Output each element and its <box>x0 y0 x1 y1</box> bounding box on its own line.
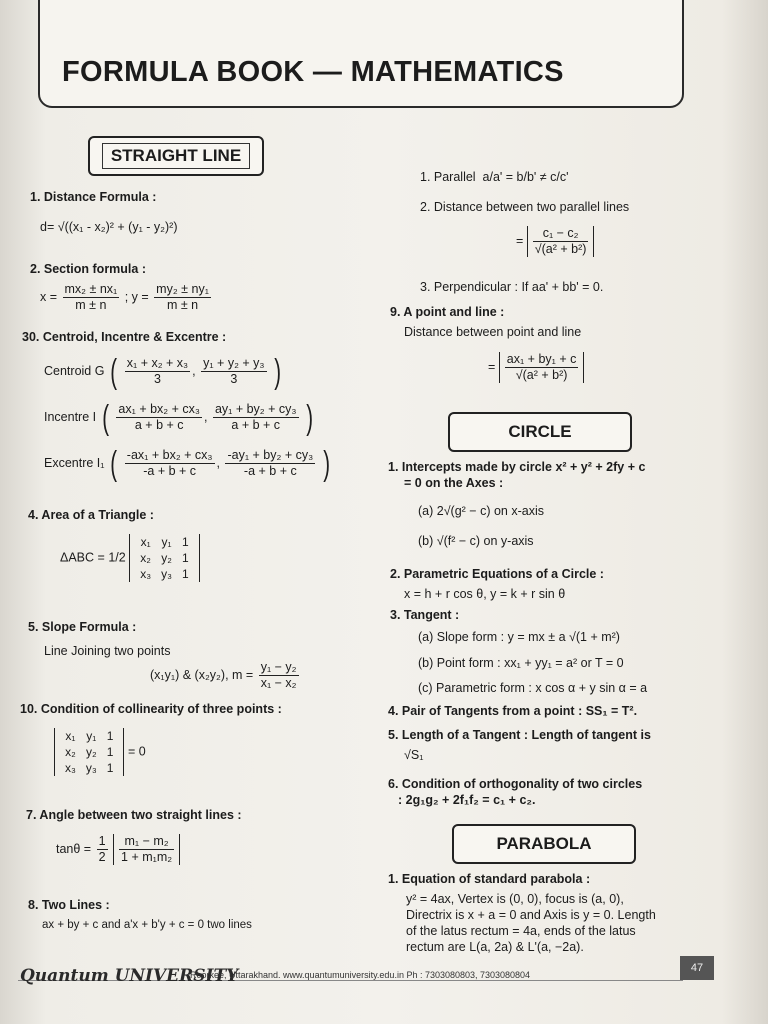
parabola-line-3: of the latus rectum = 4a, ends of the latus <box>406 924 636 938</box>
centroid-label: Centroid G <box>44 363 105 378</box>
page-title: FORMULA BOOK — MATHEMATICS <box>62 56 564 88</box>
det-cell: 1 <box>181 535 189 549</box>
circle-orthogonality: 6. Condition of orthogonality of two circles <box>388 777 643 791</box>
det-cell: y₁ <box>86 729 97 743</box>
circle-tangent-length: 5. Length of a Tangent : Length of tangent is <box>388 728 651 742</box>
parallel-row <box>420 170 568 185</box>
distance-formula-heading: 1. Distance Formula : <box>30 190 157 204</box>
dist-parallel-heading: 2. Distance between two parallel lines <box>420 200 630 214</box>
slope-den: x₁ − x₂ <box>260 676 297 690</box>
det-cell: 1 <box>181 551 189 565</box>
point-line-formula: = $\frac{\text{ax₁ + by₁ + c}}{\text{√(a² + b²)}}$ <box>488 352 584 383</box>
dist-parallel-formula: = $\frac{\text{c₁ − c₂}}{\text{√(a² + b²)}}$ <box>516 226 594 257</box>
incentre-y-num: ay₁ + by₂ + cy₃ <box>214 402 297 416</box>
section-circle-label: CIRCLE <box>508 422 572 441</box>
angle-label: tanθ = <box>56 841 92 856</box>
excentre-label: Excentre I₁ <box>44 455 105 470</box>
incentre-x-num: ax₁ + bx₂ + cx₃ <box>118 402 200 416</box>
two-lines-heading: 8. Two Lines : <box>28 898 110 912</box>
parallel-eq: a/a' = b/b' ≠ c/c' <box>482 170 569 184</box>
dist-parallel-num: c₁ − c₂ <box>533 226 589 242</box>
angle-num: m₁ − m₂ <box>119 834 174 850</box>
parabola-line-2: Directrix is x + a = 0 and Axis is y = 0. Length <box>406 908 656 922</box>
point-line-sub: Distance between point and line <box>404 325 582 339</box>
collinearity-determinant <box>54 728 124 776</box>
slope-num: y₁ − y₂ <box>260 660 297 674</box>
det-cell: 1 <box>106 761 114 775</box>
slope-points: (x₁y₁) & (x₂y₂), m = <box>150 667 254 682</box>
circle-parametric: x = h + r cos θ, y = k + r sin θ <box>404 587 566 601</box>
section-formula: x = $\frac{\text{mx₂ ± nx₁}}{m \pm n}$ ; y = $\frac{\text{my₂ ± ny₁}}{m \pm n}$ <box>40 282 209 312</box>
section-parabola-label: PARABOLA <box>496 834 592 853</box>
circle-intercepts: 1. Intercepts made by circle x² + y² + 2fy + c <box>388 460 646 474</box>
incentre-label: Incentre I <box>44 409 97 424</box>
circle-orthogonality-eq: : 2g₁g₂ + 2f₁f₂ = c₁ + c₂. <box>398 793 536 807</box>
perpendicular: 3. Perpendicular : If aa' + bb' = 0. <box>420 280 604 294</box>
page-number: 47 <box>680 956 714 980</box>
parallel-label: 1. Parallel <box>420 170 476 184</box>
det-cell: x₂ <box>140 551 151 565</box>
footer-address: Roorkee, Uttarakhand. www.quantumuniversity.edu.in Ph : 7303080803, 7303080804 <box>190 970 531 980</box>
excentre-row: Excentre I₁ ( $\frac{\text{-ax₁ + bx₂ + cx₃}}{-a + b + c}$ , $\frac{\text{-ay₁ + by₂ + cy₃}}{-a + b + c}$ ) <box>44 444 330 483</box>
centroid-heading: 30. Centroid, Incentre & Excentre : <box>22 330 227 344</box>
det-cell: y₂ <box>86 745 97 759</box>
distance-formula: d= √((x₁ - x₂)² + (y₁ - y₂)²) <box>40 220 178 234</box>
excentre-x-den: -a + b + c <box>143 464 197 478</box>
det-cell: x₁ <box>65 729 76 743</box>
two-lines-text: ax + by + c and a'x + b'y + c = 0 two lines <box>42 919 252 931</box>
circle-intercept-y: (b) √(f² − c) on y-axis <box>418 534 534 548</box>
slope-heading: 5. Slope Formula : <box>28 620 137 634</box>
det-cell: x₂ <box>65 745 76 759</box>
parabola-heading: 1. Equation of standard parabola : <box>388 872 591 886</box>
excentre-y-den: -a + b + c <box>243 464 297 478</box>
centroid-row: Centroid G ( $\frac{\text{x₁ + x₂ + x₃}}{3}$ , $\frac{\text{y₁ + y₂ + y₃}}{3}$ ) <box>44 352 282 391</box>
section-parabola <box>452 824 636 864</box>
det-cell: y₂ <box>161 551 172 565</box>
parabola-line-1: y² = 4ax, Vertex is (0, 0), focus is (a, 0), <box>406 892 624 906</box>
circle-pair-tangents: 4. Pair of Tangents from a point : SS₁ = T². <box>388 704 638 718</box>
footer <box>0 964 768 1024</box>
incentre-x-den: a + b + c <box>134 418 184 432</box>
section-circle <box>448 412 632 452</box>
section-y-fraction <box>154 282 211 313</box>
collinearity-eq: = 0 <box>127 744 146 759</box>
circle-tangent-heading: 3. Tangent : <box>390 608 460 622</box>
circle-parametric-heading: 2. Parametric Equations of a Circle : <box>390 567 604 581</box>
centroid-x-num: x₁ + x₂ + x₃ <box>126 356 189 370</box>
excentre-x-num: -ax₁ + bx₂ + cx₃ <box>126 448 213 462</box>
section-x-num: mx₂ ± nx₁ <box>64 282 118 296</box>
section-x-den: m ± n <box>75 298 107 312</box>
circle-tangent-slope: (a) Slope form : y = mx ± a √(1 + m²) <box>418 630 620 644</box>
det-cell: x₃ <box>140 567 152 581</box>
collinearity-heading: 10. Condition of collinearity of three points : <box>20 702 282 716</box>
det-cell: 1 <box>181 567 189 581</box>
excentre-y-num: -ay₁ + by₂ + cy₃ <box>227 448 314 462</box>
section-y-num: my₂ ± ny₁ <box>156 282 209 296</box>
circle-intercept-x: (a) 2√(g² − c) on x-axis <box>418 504 544 518</box>
det-cell: x₁ <box>140 535 151 549</box>
section-y-den: m ± n <box>166 298 199 312</box>
title-box <box>38 0 684 108</box>
area-label: ΔABC = <box>60 550 105 565</box>
section-straight-line <box>88 136 264 176</box>
centroid-y-num: y₁ + y₂ + y₃ <box>203 356 265 370</box>
section-x-fraction <box>63 282 120 313</box>
angle-heading: 7. Angle between two straight lines : <box>26 808 242 822</box>
slope-formula <box>150 660 301 691</box>
centroid-x-den: 3 <box>153 372 161 386</box>
area-formula <box>60 534 200 582</box>
incentre-row: Incentre I ( $\frac{\text{ax₁ + bx₂ + cx₃}}{a + b + c}$ , $\frac{\text{ay₁ + by₂ + cy₃}}{a + b + c}$ ) <box>44 398 314 437</box>
area-half: 1/2 <box>108 550 126 565</box>
circle-tangent-param: (c) Parametric form : x cos α + y sin α = a <box>418 681 648 695</box>
footer-logo: Quantum UNIVERSITY <box>20 966 239 986</box>
det-cell: x₃ <box>65 761 76 775</box>
section-formula-heading: 2. Section formula : <box>30 262 146 276</box>
det-cell: y₃ <box>85 761 97 775</box>
section-straight-line-label: STRAIGHT LINE <box>102 143 250 169</box>
collinearity-formula <box>54 728 146 776</box>
circle-tangent-length-value: √S₁ <box>404 748 424 762</box>
slope-sub: Line Joining two points <box>44 644 171 658</box>
circle-tangent-point: (b) Point form : xx₁ + yy₁ = a² or T = 0 <box>418 656 624 670</box>
det-cell: 1 <box>106 745 114 759</box>
parabola-line-4: rectum are L(a, 2a) & L'(a, −2a). <box>406 940 584 954</box>
angle-den: 1 + m₁m₂ <box>121 850 173 864</box>
det-cell: y₁ <box>161 535 172 549</box>
point-line-heading: 9. A point and line : <box>390 305 505 319</box>
det-cell: 1 <box>106 729 114 743</box>
centroid-y-den: 3 <box>230 372 238 386</box>
circle-intercepts-b: = 0 on the Axes : <box>404 476 504 490</box>
area-determinant <box>129 534 199 582</box>
point-line-num: ax₁ + by₁ + c <box>506 352 577 366</box>
incentre-y-den: a + b + c <box>231 418 281 432</box>
det-cell: y₃ <box>161 567 172 581</box>
area-heading: 4. Area of a Triangle : <box>28 508 154 522</box>
angle-formula: tanθ = $\frac{1}{2}$ $\frac{\text{m₁ − m₂}}{\text{1 + m₁m₂}}$ <box>56 834 180 865</box>
point-line-den: √(a² + b²) <box>515 368 568 382</box>
dist-parallel-den: √(a² + b²) <box>534 242 587 256</box>
